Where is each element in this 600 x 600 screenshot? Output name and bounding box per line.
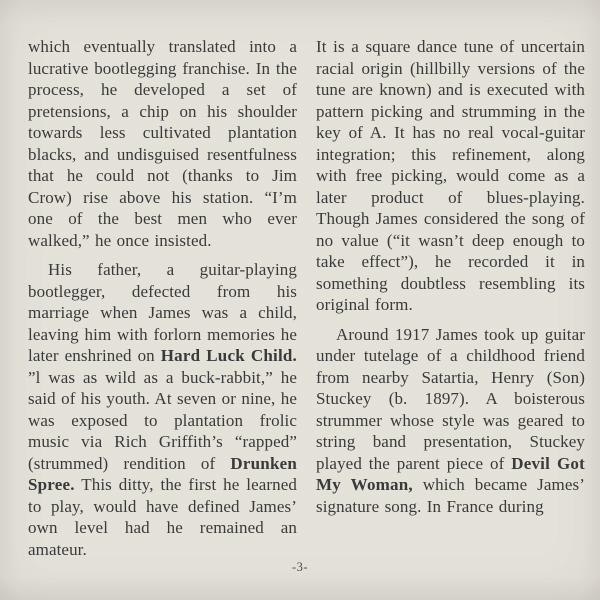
body-text: which eventually translated into a lucrative bootlegging franchise. In the process, he developed a set of pretensions, a chip on his shoulder towards less cultivated plantation blacks, and undisguised resentfulness that he could not (thanks to Jim Crow) rise above his station. “I’m one of the best men who ever walked,” he once insisted. — [28, 37, 297, 250]
song-title-bold: Devil Got My Woman, — [316, 453, 585, 494]
body-text: It is a square dance tune of uncertain racial origin (hillbilly versions of the tune are known) and is executed with pattern picking and strumming in the key of A. It has no real vocal-guitar integration; this refinement, along with free picking, would come as a later product of blues-playing. Though James considered the song of no value (“it wasn’t deep enough to take effect”), he recorded it in something doubtless resembling its original form. — [316, 37, 585, 314]
paragraph — [316, 324, 585, 518]
body-text: His father, a guitar-playing bootlegger, defected from his marriage when James was a child, leaving him with forlorn memories he later enshrined on — [28, 260, 297, 365]
paragraph — [316, 36, 585, 316]
left-column — [28, 36, 297, 559]
paragraph — [28, 259, 297, 560]
paragraph — [28, 36, 297, 251]
right-column — [316, 36, 585, 554]
page-number: -3- — [291, 560, 309, 574]
page-content — [28, 36, 585, 559]
body-text: This ditty, the first he learned to play, would have defined James’ own level had he remained an amateur. — [28, 475, 297, 559]
song-title-bold: Drunken Spree. — [28, 453, 297, 494]
song-title-bold: Hard Luck Child. — [160, 346, 297, 365]
body-text: Around 1917 James took up guitar under tutelage of a childhood friend from nearby Satartia, Henry (Son) Stuckey (b. 1897). A boisterous strummer whose style was geared to string band presentation, Stuckey played the parent piece of — [316, 324, 585, 473]
body-text: ”l was as wild as a buck-rabbit,” he said of his youth. At seven or nine, he was exposed to plantation frolic music via Rich Griffith’s “rapped” (strummed) rendition of — [28, 367, 297, 473]
body-text: which became James’ signature song. In France during — [316, 475, 585, 516]
